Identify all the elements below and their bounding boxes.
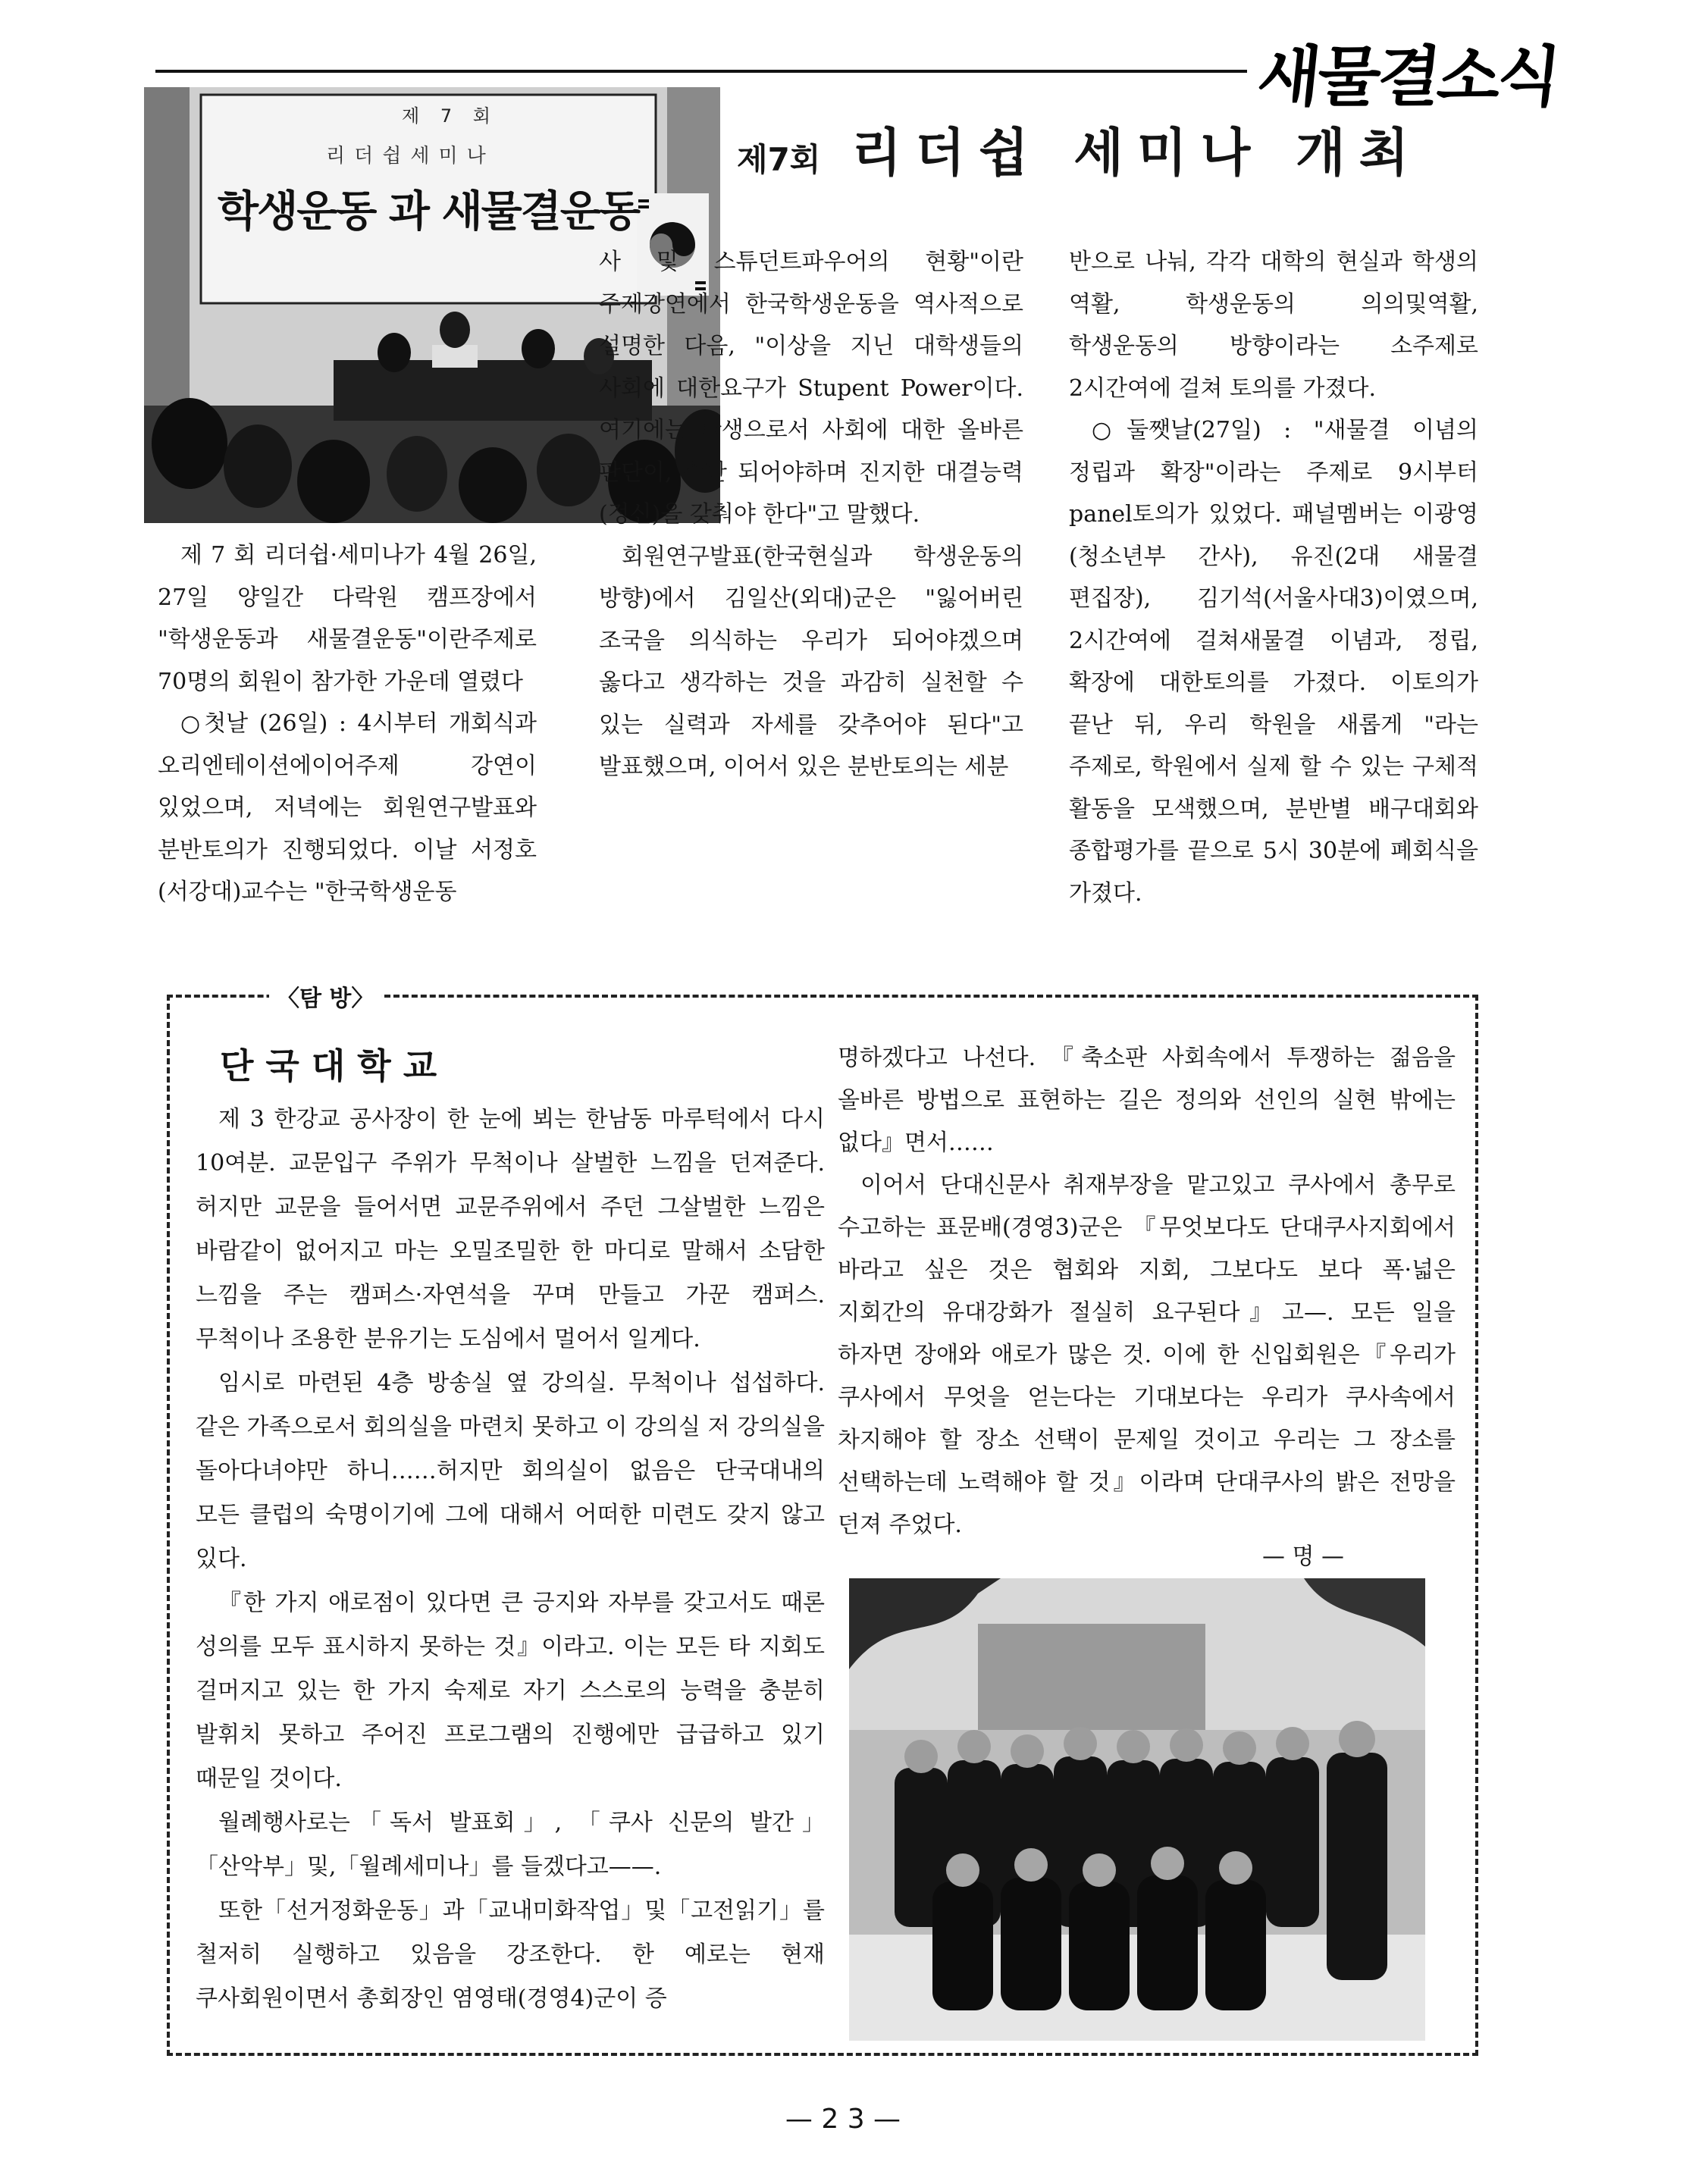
article1-col3	[1069, 241, 1478, 914]
paragraph: 임시로 마련된 4층 방송실 옆 강의실. 무척이나 섭섭하다. 같은 가족으로서 회의실을 마련치 못하고 이 강의실 저 강의실을 돌아다녀야만 하니……허지만 회의실이 없음은 단국대내의 모든 클럽의 숙명이기에 그에 대해서 어떠한 미련도 갖지 않고 있다.	[196, 1370, 825, 1572]
top-rule	[155, 70, 1247, 73]
masthead: 새물결소식	[1253, 39, 1562, 115]
paragraph: 『한 가지 애로점이 있다면 큰 긍지와 자부를 갖고서도 때론 성의를 모두 표시하지 못하는 것』이라고. 이는 모든 타 지회도 걸머지고 있는 한 가지 숙제로 자기 스스로의 능력을 충분히 발휘치 못하고 주어진 프로그램의 진행에만 급급하고 있기 때문일 것이다.	[196, 1590, 825, 1792]
paragraph: 월례행사로는「독서 발표회」, 「쿠사 신문의 발간」「산악부」및,「월례세미나」를 들겠다고——.	[196, 1810, 825, 1880]
group-photo	[849, 1578, 1425, 2041]
article1-headline	[737, 112, 1422, 186]
paragraph: 명하겠다고 나선다. 『축소판 사회속에서 투쟁하는 젊음을 올바른 방법으로 표현하는 길은 정의와 선인의 실현 밖에는 없다』면서……	[838, 1045, 1456, 1156]
paragraph: 회원연구발표(한국현실과 학생운동의 방향)에서 김일산(외대)군은 "잃어버린 조국을 의식하는 우리가 되어야겠으며 옳다고 생각하는 것을 과감히 실천할 수 있는 실력과 자세를 갖추어야 된다"고 발표했으며, 이어서 있은 분반토의는 세분	[599, 543, 1023, 780]
article2-col1	[196, 1098, 825, 2021]
headline-prefix: 제7회	[737, 141, 821, 178]
banner-line1: 제 7 회	[402, 105, 498, 127]
paragraph: ○첫날 (26일) : 4시부터 개회식과 오리엔테이션에이어주제 강연이 있었으며, 저녁에는 회원연구발표와 분반토의가 진행되었다. 이날 서정호(서강대)교수는 "한국학생운동	[158, 710, 537, 905]
article2-title: 단국대학교	[220, 1045, 450, 1086]
paragraph: 반으로 나눠, 각각 대학의 현실과 학생의 역활, 학생운동의 의의및역활, 학생운동의 방향이라는 소주제로 2시간여에 걸쳐 토의를 가졌다.	[1069, 249, 1478, 402]
article2-col2	[838, 1037, 1456, 1546]
paragraph: 사 및 스튜던트파우어의 현황"이란 주제강연에서 한국학생운동을 역사적으로 설명한 다음, "이상을 지닌 대학생들의 사회에 대한요구가 Stupent Power이다. 여기에는 학생으로서 사회에 대한 올바른 판단이, 수반 되어야하며 진지한 대결능력(정신)을 갖춰야 한다"고 말했다.	[599, 249, 1023, 528]
box-label: 〈탐 방〉	[269, 979, 381, 1013]
paragraph: 또한「선거정화운동」과「교내미화작업」및「고전읽기」를 철저히 실행하고 있음을 강조한다. 한 예로는 현재 쿠사회원이면서 총회장인 염영태(경영4)군이 증	[196, 1897, 825, 2012]
paragraph: 제 3 한강교 공사장이 한 눈에 뵈는 한남동 마루턱에서 다시 10여분. 교문입구 주위가 무척이나 살벌한 느낌을 던져준다. 허지만 교문을 들어서면 교문주위에서 주던 그살벌한 느낌은 바람같이 없어지고 마는 오밀조밀한 한 마디로 말해서 소담한 느낌을 주는 캠퍼스·자연석을 꾸며 만들고 가꾼 캠퍼스. 무척이나 조용한 분유기는 도심에서 멀어서 일게다.	[196, 1106, 825, 1352]
paragraph: 이어서 단대신문사 취재부장을 맡고있고 쿠사에서 총무로 수고하는 표문배(경영3)군은 『무엇보다도 단대쿠사지회에서 바라고 싶은 것은 협회와 지회, 그보다도 보다 폭·넓은 지회간의 유대강화가 절실히 요구된다』고—. 모든 일을 하자면 장애와 애로가 많은 것. 이에 한 신입회원은『우리가 쿠사에서 무엇을 얻는다는 기대보다는 우리가 쿠사속에서 차지해야 할 장소 선택이 문제일 것이고 우리는 그 장소를 선택하는데 노력해야 할 것』이라며 단대쿠사의 밝은 전망을 던져 주었다.	[838, 1172, 1456, 1538]
signature: — 명 —	[1262, 1543, 1345, 1570]
page-number: — 2 3 —	[785, 2104, 901, 2135]
banner-line3: 학생운동 과 새물결운동	[218, 187, 639, 237]
article1-col2	[599, 241, 1023, 788]
article1-col1	[158, 534, 537, 913]
banner-line2: 리더쉽세미나	[326, 145, 495, 168]
paragraph: ○둘쨋날(27일) : "새물결 이념의 정립과 확장"이라는 주제로 9시부터 panel토의가 있었다. 패널멤버는 이광영(청소년부 간사), 유진(2대 새물결 편집장), 김기석(서울사대3)이였으며, 2시간여에 걸쳐새물결 이념과, 정립, 확장에 대한토의를 가졌다. 이토의가 끝난 뒤, 우리 학원을 새롭게 "라는 주제로, 학원에서 실제 할 수 있는 구체적 활동을 모색했으며, 분반별 배구대회와 종합평가를 끝으로 5시 30분에 폐회식을 가졌다.	[1069, 417, 1478, 907]
paragraph: 제 7 회 리더쉽·세미나가 4월 26일, 27일 양일간 다락원 캠프장에서 "학생운동과 새물결운동"이란주제로 70명의 회원이 참가한 가운데 열렸다	[158, 542, 537, 695]
headline-text: 리더쉽 세미나 개최	[851, 124, 1423, 183]
